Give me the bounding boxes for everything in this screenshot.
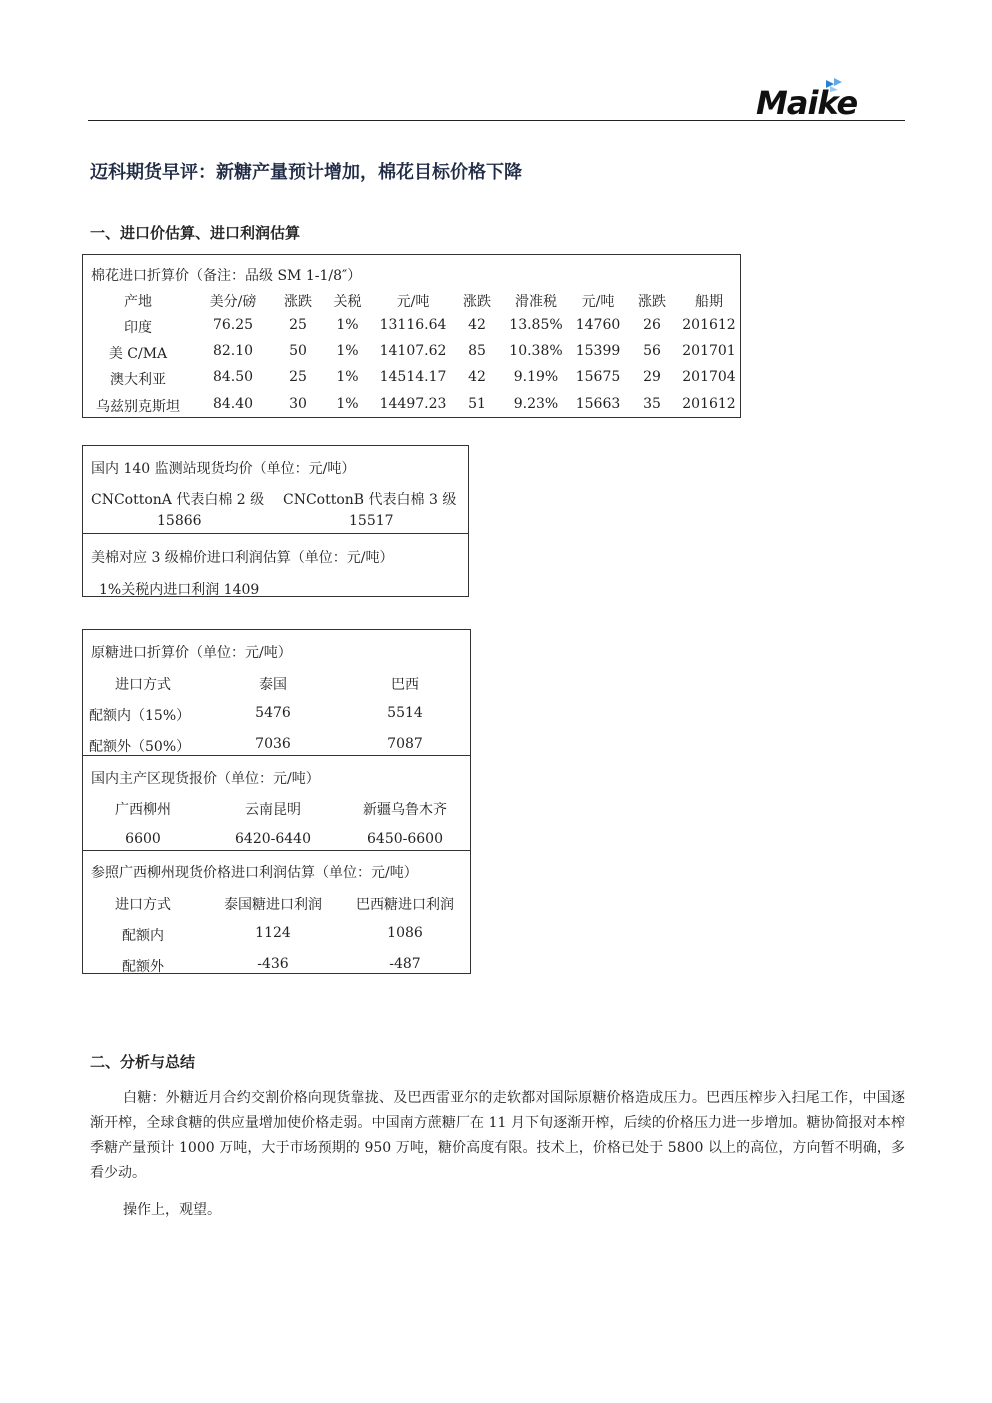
table-cell: 14107.62 — [379, 343, 447, 359]
header-cell: 巴西糖进口利润 — [356, 897, 454, 913]
table-header-row — [83, 291, 740, 311]
table-cell: 7036 — [255, 736, 291, 752]
sugar-spot-caption: 国内主产区现货报价（单位：元/吨） — [91, 771, 320, 787]
table-cell: 美 C/MA — [108, 346, 168, 362]
section-heading-import: 一、进口价估算、进口利润估算 — [90, 224, 301, 242]
table-cell: -436 — [257, 956, 289, 972]
table-cell: 56 — [643, 343, 661, 359]
table-cell: 6600 — [125, 831, 161, 847]
table-cell: 10.38% — [509, 343, 563, 359]
header-cell: 泰国 — [259, 677, 287, 693]
table-cell: 配额外 — [122, 959, 164, 975]
table-cell: 1086 — [387, 925, 423, 941]
table-cell: 1% — [336, 396, 359, 412]
table-cell: 84.50 — [212, 369, 254, 385]
table-cell: 50 — [289, 343, 307, 359]
table-cell: 26 — [643, 317, 661, 333]
header-cell: 进口方式 — [115, 677, 171, 693]
header-cell: 进口方式 — [115, 897, 171, 913]
table-cell: 51 — [468, 396, 486, 412]
table-header-row — [83, 799, 470, 819]
header-cell: 新疆乌鲁木齐 — [363, 802, 447, 818]
header-cell: 巴西 — [391, 677, 419, 693]
sugar-profit-caption: 参照广西柳州现货价格进口利润估算（单位：元/吨） — [91, 865, 418, 881]
table-cell: 25 — [289, 317, 307, 333]
operation-paragraph: 操作上，观望。 — [123, 1202, 221, 1218]
sugar-table — [82, 629, 471, 974]
table-cell: 201612 — [682, 396, 736, 412]
table-cell: 配额内（15%） — [89, 708, 191, 724]
table-cell: 84.40 — [212, 396, 254, 412]
table-cell: 1% — [336, 343, 359, 359]
table-row — [83, 925, 470, 945]
table-cell: 9.23% — [513, 396, 559, 412]
table-cell: 6450-6600 — [367, 831, 443, 847]
table-cell: 配额内 — [122, 928, 164, 944]
table-cell: 1% — [336, 317, 359, 333]
table-cell: 13116.64 — [379, 317, 447, 333]
cotton-import-table — [82, 254, 741, 418]
header-cell: 产地 — [124, 294, 152, 310]
table-cell: 5514 — [387, 705, 423, 721]
page-title: 迈科期货早评：新糖产量预计增加，棉花目标价格下降 — [90, 162, 522, 183]
table-cell: 14497.23 — [379, 396, 447, 412]
table-row — [83, 343, 740, 363]
analysis-paragraph: 白糖：外糖近月合约交割价格向现货靠拢、及巴西雷亚尔的走软都对国际原糖价格造成压力。巴西压榨步入扫尾工作，中国逐渐开榨，全球食糖的供应量增加使价格走弱。中国南方蔗糖厂在 11 月下旬逐渐开榨，后续的价格压力进一步增加。糖协简报对本榨季糖产量预计 1000 万吨，大于市场预期的 950 万吨，糖价高度有限。技术上，价格已处于 5800 以上的高位，方向暂不明确，多看少动。 — [90, 1090, 905, 1181]
table-header-row — [83, 894, 470, 914]
table-row — [83, 369, 740, 389]
logo-text: Maike — [756, 84, 858, 122]
table-cell: 乌兹别克斯坦 — [96, 399, 180, 415]
header-cell: 元/吨 — [581, 294, 615, 310]
header-cell: 元/吨 — [396, 294, 430, 310]
section-heading-analysis: 二、分析与总结 — [90, 1053, 196, 1071]
table-cell: 29 — [643, 369, 661, 385]
table-cell: 201701 — [682, 343, 736, 359]
header-cell: 云南昆明 — [245, 802, 301, 818]
row-divider — [83, 755, 470, 756]
table-cell: 42 — [468, 317, 486, 333]
maike-logo — [754, 78, 894, 122]
table-row — [83, 956, 470, 976]
table-cell: 1124 — [255, 925, 291, 941]
table-cell: 85 — [468, 343, 486, 359]
header-cell: 涨跌 — [463, 294, 491, 310]
table-cell: 13.85% — [509, 317, 563, 333]
domestic-cotton-table — [82, 445, 469, 597]
header-cell: 泰国糖进口利润 — [224, 897, 322, 913]
table-cell: 15663 — [575, 396, 621, 412]
header-cell: 涨跌 — [638, 294, 666, 310]
header-cell: 关税 — [333, 294, 362, 310]
table-cell: 14514.17 — [379, 369, 447, 385]
cotton-profit-caption: 美棉对应 3 级棉价进口利润估算（单位：元/吨） — [91, 550, 394, 566]
header-cell: 涨跌 — [284, 294, 312, 310]
table-cell: 14760 — [575, 317, 621, 333]
table-cell: 30 — [289, 396, 307, 412]
table-cell: 42 — [468, 369, 486, 385]
table-cell: 7087 — [387, 736, 423, 752]
row-divider — [83, 850, 470, 851]
table-row — [83, 736, 470, 756]
table-cell: 5476 — [255, 705, 291, 721]
cncotton-a-label: CNCottonA 代表白棉 2 级 — [91, 492, 265, 508]
table-cell: 76.25 — [212, 317, 254, 333]
header-cell: 广西柳州 — [115, 802, 171, 818]
sugar-import-caption: 原糖进口折算价（单位：元/吨） — [91, 645, 292, 661]
header-cell: 船期 — [695, 294, 723, 310]
cncotton-a-value: 15866 — [157, 513, 202, 529]
table-cell: 25 — [289, 369, 307, 385]
table-cell: -487 — [389, 956, 421, 972]
table-cell: 6420-6440 — [235, 831, 311, 847]
header-divider — [88, 120, 905, 121]
table-cell: 9.19% — [513, 369, 559, 385]
table-cell: 15399 — [575, 343, 621, 359]
table-cell: 201704 — [682, 369, 736, 385]
table-cell: 82.10 — [212, 343, 254, 359]
cncotton-b-value: 15517 — [349, 513, 394, 529]
cotton-profit-text: 1%关税内进口利润 1409 — [99, 582, 260, 598]
header-cell: 美分/磅 — [209, 294, 257, 310]
table-cell: 印度 — [124, 320, 152, 336]
table-row — [83, 831, 470, 851]
table-cell: 1% — [336, 369, 359, 385]
cncotton-b-label: CNCottonB 代表白棉 3 级 — [283, 492, 457, 508]
table-header-row — [83, 674, 470, 694]
table-cell: 201612 — [682, 317, 736, 333]
table-cell: 澳大利亚 — [110, 372, 166, 388]
cotton-import-caption: 棉花进口折算价（备注：品级 SM 1-1/8″） — [91, 268, 362, 284]
table-cell: 配额外（50%） — [89, 739, 191, 755]
domestic-cotton-caption: 国内 140 监测站现货均价（单位：元/吨） — [91, 461, 356, 477]
table-row — [83, 396, 740, 416]
table-cell: 35 — [643, 396, 661, 412]
table-row — [83, 317, 740, 337]
header-cell: 滑准税 — [515, 294, 557, 310]
table-row — [83, 705, 470, 725]
table-cell: 15675 — [575, 369, 621, 385]
row-divider — [83, 533, 468, 534]
